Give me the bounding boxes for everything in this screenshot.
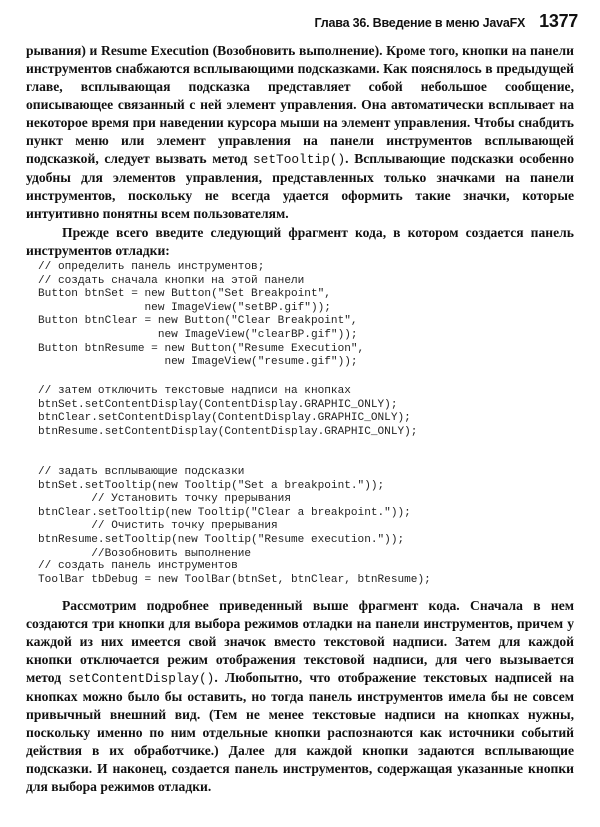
code-block-content-display: // затем отключить текстовые надписи на кнопках btnSet.setContentDisplay(ContentDisplay.GRAPHIC_ONLY); btnClear.setContentDisplay(ContentDisplay.GRAPHIC_ONLY); btnResume.setContentDisplay(ContentDisplay.GRAPHIC_ONLY); — [38, 385, 418, 438]
paragraph-text: . Любопытно, что отображение текстовых надписей на кнопках можно было бы оставить, но тогда панель инструментов имела бы не совсем привычный внешний вид. (Тем не менее текстовые надписи на кнопках нужны, поскольку именно по ним отдельные кнопки распознаются как источники событий действия в их обработчике.) Далее для каждой кнопки задаются всплывающие подсказки. И наконец, создается панель инструментов, содержащая указанные кнопки для выбора режимов отладки. — [26, 670, 574, 794]
paragraph-text: Рассмотрим подробнее приведенный выше фрагмент кода. Сначала в нем создаются три кнопки для выбора режимов отладки на панели инструментов, причем у каждой из них имеется свой значок вместо текстовой надписи. Затем для каждой кнопки отключается режим отображения текстовой надписи, для чего вызывается метод — [26, 598, 574, 685]
paragraph-code-explanation — [26, 597, 574, 796]
inline-code-setcontentdisplay: setContentDisplay() — [68, 671, 215, 686]
paragraph-text: . Всплывающие подсказки особенно удобны для элементов управления, представленных только значками на панели инструментов, поскольку не всегда удается оформить такие значки, которые интуитивно понятны всем пользователям. — [26, 151, 574, 221]
code-block-tooltips: // задать всплывающие подсказки btnSet.setTooltip(new Tooltip("Set a breakpoint.")); // Установить точку прерывания btnClear.setTooltip(new Tooltip("Clear a breakpoint.")); // Очистить точку прерывания btnResume.setTooltip(new Tooltip("Resume execution.")); //Возобновить выполнение — [38, 466, 411, 560]
running-header — [315, 11, 578, 32]
code-block-toolbar: // создать панель инструментов ToolBar tbDebug = new ToolBar(btnSet, btnClear, btnResume); — [38, 560, 431, 586]
paragraph-enter-code: Прежде всего введите следующий фрагмент кода, в котором создается панель инструментов отладки: — [26, 225, 574, 258]
paragraph-text: рывания) и Resume Execution (Возобновить выполнение). Кроме того, кнопки на панели инструментов снабжаются всплывающими подсказками. Как пояснялось в предыдущей главе, всплывающая подсказка представляет собой небольшое сообщение, описывающее связанный с ней элемент управления. Она автоматически всплывает на некоторое время при наведении курсора мыши на элемент управления. Чтобы снабдить пункт меню или элемент управления на панели инструментов всплывающей подсказкой, следует вызвать метод — [26, 43, 574, 166]
page-number: 1377 — [539, 11, 578, 31]
code-block-create-buttons: // определить панель инструментов; // создать сначала кнопки на этой панели Button btnSet = new Button("Set Breakpoint", new ImageView("setBP.gif")); Button btnClear = new Button("Clear Breakpoint", new ImageView("clearBP.gif")); Button btnResume = new Button("Resume Execution", new ImageView("resume.gif")); — [38, 261, 365, 369]
inline-code-settooltip: setTooltip() — [252, 152, 346, 167]
paragraph-tooltips-intro — [26, 42, 574, 223]
chapter-title: Глава 36. Введение в меню JavaFX — [314, 16, 526, 30]
